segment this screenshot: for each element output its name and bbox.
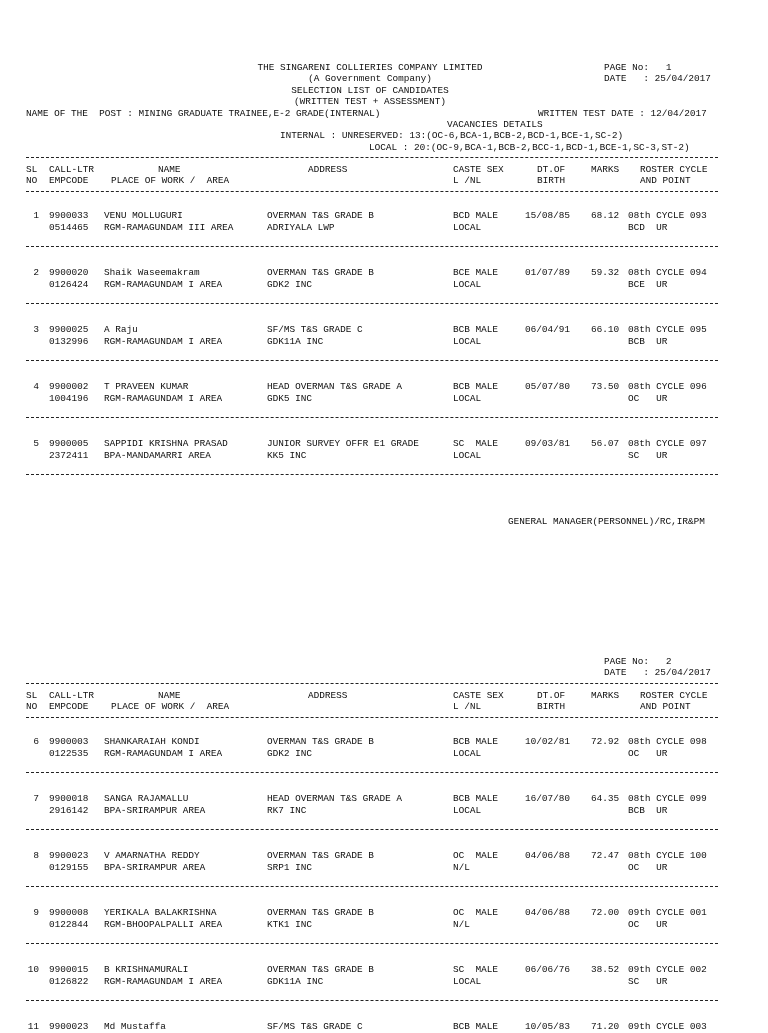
cell-name: YERIKALA BALAKRISHNA [104,907,217,918]
cell-emp: 2372411 [49,449,89,461]
col-call-ltr: CALL-LTR [49,690,95,701]
cell-dob: 09/03/81 [525,438,571,449]
cell-addr1: OVERMAN T&S GRADE B [267,850,374,861]
cell-name: B KRISHNAMURALI [104,964,189,975]
cell-emp: 0132996 [49,335,89,347]
col-name: NAME [158,164,181,175]
vacancies-internal: INTERNAL : UNRESERVED: 13:(OC-6,BCA-1,BCB-2,BCD-1,BCE-1,SC-2) [280,130,624,141]
cell-call: 9900033 [49,210,89,221]
cell-call: 9900002 [49,381,89,392]
cell-name: SANGA RAJAMALLU [104,793,189,804]
cell-caste: BCE MALE [453,267,499,278]
cell-sl: 1 [33,210,39,221]
separator [26,417,718,418]
cell-addr2: KK5 INC [267,449,307,461]
post-name: NAME OF THE POST : MINING GRADUATE TRAINEE,E-2 GRADE(INTERNAL) [26,108,381,119]
page-number: PAGE No: 1 [604,62,672,73]
cell-caste: BCB MALE [453,381,499,392]
cell-name: Shaik Waseemakram [104,267,200,278]
cell-name: SAPPIDI KRISHNA PRASAD [104,438,228,449]
cell-addr2: GDK2 INC [267,747,313,759]
cell-dob: 06/06/76 [525,964,571,975]
cell-marks: 56.07 [591,438,620,449]
cell-cycle: 09th CYCLE 002 [628,964,707,975]
cell-dob: 04/06/88 [525,850,571,861]
separator [26,772,718,773]
cell-call: 9900003 [49,736,89,747]
separator [26,303,718,304]
col-sl: SL [26,690,38,701]
cell-emp: 0126424 [49,278,89,290]
cell-call: 9900008 [49,907,89,918]
cell-addr1: SF/MS T&S GRADE C [267,1021,363,1032]
cell-call: 9900023 [49,1021,89,1032]
cell-loc: LOCAL [453,392,482,404]
cell-addr2: GDK2 INC [267,278,313,290]
cell-caste: BCB MALE [453,736,499,747]
separator [26,191,718,192]
cell-caste: BCB MALE [453,1021,499,1032]
cell-sl: 8 [33,850,39,861]
cell-loc: N/L [453,861,470,873]
cell-sl: 7 [33,793,39,804]
cell-emp: 0129155 [49,861,89,873]
cell-emp: 0122844 [49,918,89,930]
separator [26,717,718,718]
cell-place: RGM-BHOOPALPALLI AREA [104,918,223,930]
cell-addr1: JUNIOR SURVEY OFFR E1 GRADE [267,438,419,449]
cell-loc: N/L [453,918,470,930]
cell-name: Md Mustaffa [104,1021,166,1032]
cell-dob: 01/07/89 [525,267,571,278]
cell-marks: 59.32 [591,267,620,278]
cell-loc: LOCAL [453,449,482,461]
company-subtitle: (A Government Company) [308,73,432,84]
cell-addr2: SRP1 INC [267,861,313,873]
cell-name: T PRAVEEN KUMAR [104,381,189,392]
col-caste-sex: CASTE SEX [453,690,504,701]
separator [26,1000,718,1001]
col-roster: ROSTER CYCLE [640,690,708,701]
cell-loc: LOCAL [453,335,482,347]
col-roster: ROSTER CYCLE [640,164,708,175]
cell-point: BCE UR [628,278,668,290]
cell-addr1: OVERMAN T&S GRADE B [267,736,374,747]
cell-call: 9900015 [49,964,89,975]
cell-emp: 1004196 [49,392,89,404]
cell-loc: LOCAL [453,975,482,987]
cell-point: OC UR [628,392,668,404]
cell-addr2: KTK1 INC [267,918,313,930]
cell-loc: LOCAL [453,804,482,816]
separator [26,943,718,944]
cell-sl: 11 [27,1021,39,1032]
col-call-ltr: CALL-LTR [49,164,95,175]
cell-addr1: OVERMAN T&S GRADE B [267,907,374,918]
cell-addr2: GDK11A INC [267,335,324,347]
cell-cycle: 08th CYCLE 096 [628,381,707,392]
cell-place: BPA-SRIRAMPUR AREA [104,804,206,816]
cell-loc: LOCAL [453,221,482,233]
cell-caste: SC MALE [453,438,499,449]
cell-sl: 3 [33,324,39,335]
separator [26,246,718,247]
cell-cycle: 09th CYCLE 001 [628,907,707,918]
cell-point: SC UR [628,975,668,987]
cell-marks: 72.00 [591,907,620,918]
col-dt-of: DT.OF [537,690,566,701]
cell-addr1: HEAD OVERMAN T&S GRADE A [267,381,403,392]
col-marks: MARKS [591,164,620,175]
cell-marks: 73.50 [591,381,620,392]
col-address: ADDRESS [308,164,348,175]
col-marks: MARKS [591,690,620,701]
cell-place: RGM-RAMAGUNDAM I AREA [104,335,223,347]
cell-cycle: 09th CYCLE 003 [628,1021,707,1032]
written-test-date: WRITTEN TEST DATE : 12/04/2017 [538,108,707,119]
vacancies-local: LOCAL : 20:(OC-9,BCA-1,BCB-2,BCC-1,BCD-1,BCE-1,SC-3,ST-2) [369,142,690,153]
cell-emp: 2916142 [49,804,89,816]
col-name: NAME [158,690,181,701]
cell-sl: 4 [33,381,39,392]
cell-point: BCD UR [628,221,668,233]
cell-point: OC UR [628,747,668,759]
cell-addr1: OVERMAN T&S GRADE B [267,267,374,278]
cell-point: BCB UR [628,335,668,347]
cell-addr2: RK7 INC [267,804,307,816]
separator [26,474,718,475]
cell-loc: LOCAL [453,747,482,759]
page-date: DATE : 25/04/2017 [604,667,711,678]
cell-name: V AMARNATHA REDDY [104,850,200,861]
cell-caste: BCD MALE [453,210,499,221]
page-date: DATE : 25/04/2017 [604,73,711,84]
cell-place: BPA-MANDAMARRI AREA [104,449,211,461]
separator [26,157,718,158]
col-no: NO [26,175,38,186]
cell-emp: 0514465 [49,221,89,233]
col-l-nl: L /NL [453,175,482,186]
cell-cycle: 08th CYCLE 100 [628,850,707,861]
col-no: NO [26,701,38,712]
cell-caste: OC MALE [453,850,499,861]
cell-point: SC UR [628,449,668,461]
separator [26,829,718,830]
cell-emp: 0126822 [49,975,89,987]
cell-name: VENU MOLLUGURI [104,210,183,221]
col-roster-point: AND POINT [640,701,691,712]
col-empcode: EMPCODE [49,701,89,712]
cell-dob: 05/07/80 [525,381,571,392]
cell-addr2: ADRIYALA LWP [267,221,335,233]
cell-marks: 64.35 [591,793,620,804]
col-caste-sex: CASTE SEX [453,164,504,175]
cell-dob: 10/05/83 [525,1021,571,1032]
cell-point: OC UR [628,861,668,873]
cell-dob: 04/06/88 [525,907,571,918]
col-dt-of: DT.OF [537,164,566,175]
cell-loc: LOCAL [453,278,482,290]
cell-cycle: 08th CYCLE 098 [628,736,707,747]
cell-place: RGM-RAMAGUNDAM I AREA [104,975,223,987]
cell-call: 9900023 [49,850,89,861]
signatory: GENERAL MANAGER(PERSONNEL)/RC,IR&PM [508,516,705,527]
col-sl: SL [26,164,38,175]
cell-call: 9900020 [49,267,89,278]
cell-addr2: GDK11A INC [267,975,324,987]
cell-cycle: 08th CYCLE 097 [628,438,707,449]
cell-place: RGM-RAMAGUNDAM I AREA [104,392,223,404]
cell-marks: 71.20 [591,1021,620,1032]
cell-place: RGM-RAMAGUNDAM III AREA [104,221,234,233]
cell-point: BCB UR [628,804,668,816]
cell-call: 9900018 [49,793,89,804]
cell-name: SHANKARAIAH KONDI [104,736,200,747]
cell-caste: BCB MALE [453,793,499,804]
cell-marks: 38.52 [591,964,620,975]
cell-cycle: 08th CYCLE 095 [628,324,707,335]
cell-name: A Raju [104,324,138,335]
cell-marks: 72.47 [591,850,620,861]
cell-dob: 10/02/81 [525,736,571,747]
cell-addr1: OVERMAN T&S GRADE B [267,210,374,221]
document-title: SELECTION LIST OF CANDIDATES [291,85,449,96]
col-address: ADDRESS [308,690,348,701]
cell-place: RGM-RAMAGUNDAM I AREA [104,747,223,759]
cell-caste: OC MALE [453,907,499,918]
cell-call: 9900025 [49,324,89,335]
cell-cycle: 08th CYCLE 094 [628,267,707,278]
col-place: PLACE OF WORK / AREA [111,701,230,712]
cell-place: BPA-SRIRAMPUR AREA [104,861,206,873]
separator [26,360,718,361]
cell-point: OC UR [628,918,668,930]
cell-sl: 5 [33,438,39,449]
col-l-nl: L /NL [453,701,482,712]
col-empcode: EMPCODE [49,175,89,186]
cell-sl: 10 [27,964,39,975]
cell-marks: 72.92 [591,736,620,747]
cell-caste: BCB MALE [453,324,499,335]
vacancies-title: VACANCIES DETAILS [447,119,543,130]
cell-addr1: SF/MS T&S GRADE C [267,324,363,335]
cell-caste: SC MALE [453,964,499,975]
cell-cycle: 08th CYCLE 093 [628,210,707,221]
page-number: PAGE No: 2 [604,656,672,667]
cell-dob: 06/04/91 [525,324,571,335]
col-birth: BIRTH [537,175,566,186]
cell-addr1: OVERMAN T&S GRADE B [267,964,374,975]
cell-marks: 66.10 [591,324,620,335]
separator [26,886,718,887]
cell-addr2: GDK5 INC [267,392,313,404]
cell-marks: 68.12 [591,210,620,221]
cell-sl: 6 [33,736,39,747]
col-place: PLACE OF WORK / AREA [111,175,230,186]
separator [26,683,718,684]
col-roster-point: AND POINT [640,175,691,186]
cell-dob: 16/07/80 [525,793,571,804]
cell-sl: 9 [33,907,39,918]
company-name: THE SINGARENI COLLIERIES COMPANY LIMITED [257,62,483,73]
cell-addr1: HEAD OVERMAN T&S GRADE A [267,793,403,804]
document-subtitle: (WRITTEN TEST + ASSESSMENT) [294,96,446,107]
cell-dob: 15/08/85 [525,210,571,221]
col-birth: BIRTH [537,701,566,712]
cell-cycle: 08th CYCLE 099 [628,793,707,804]
cell-place: RGM-RAMAGUNDAM I AREA [104,278,223,290]
cell-emp: 0122535 [49,747,89,759]
cell-sl: 2 [33,267,39,278]
cell-call: 9900005 [49,438,89,449]
